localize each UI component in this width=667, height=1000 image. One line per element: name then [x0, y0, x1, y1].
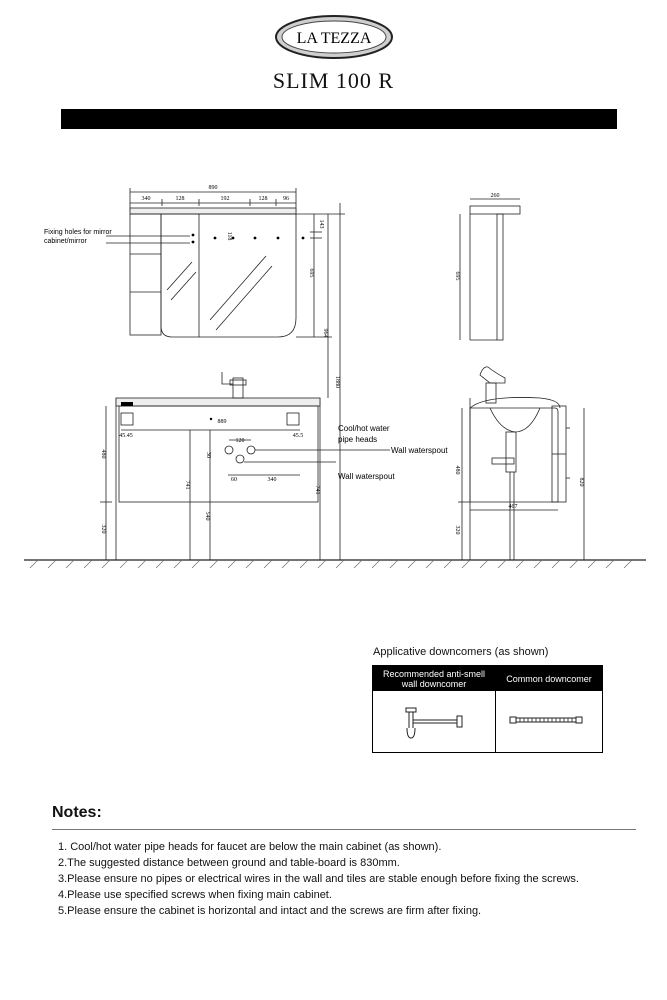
- dim-to-ground: 1880: [334, 376, 340, 388]
- notes-title: Notes:: [52, 804, 102, 821]
- note-item: 4.Please use specified screws when fixing main cabinet.: [58, 889, 332, 901]
- note-item: 5.Please ensure the cabinet is horizontal and intact and the screws are firm after fixing.: [58, 905, 482, 917]
- dim-cabinet-height: 480: [100, 449, 106, 459]
- dim-to-table: 964: [322, 328, 328, 338]
- downcomers-header-common: Common downcomer: [496, 666, 602, 691]
- downcomers-table: [372, 665, 603, 753]
- dim-side-depth: 260: [490, 193, 500, 199]
- dim-cabinet-side-depth: 467: [508, 504, 518, 510]
- dim-seg2: 128: [175, 196, 185, 202]
- dim-top-offset: 143: [318, 219, 324, 229]
- dim-pipe-gap: 120: [235, 438, 245, 444]
- dim-side-total: 820: [578, 477, 584, 487]
- dim-left-offset: 45.45: [119, 433, 133, 439]
- model-title: SLIM 100 R: [272, 68, 395, 93]
- dim-spout-height: 540: [204, 511, 210, 521]
- notes-divider: [52, 829, 636, 830]
- label-wall-spout-1: Wall waterspout: [391, 446, 448, 455]
- note-item: 2.The suggested distance between ground and table-board is 830mm.: [58, 857, 400, 869]
- notes-list: [58, 839, 579, 919]
- anti-smell-label-2: wall downcomer: [401, 678, 467, 689]
- dim-seg3: 192: [220, 196, 230, 202]
- brand-logo-text: LA TEZZA: [296, 30, 372, 47]
- dim-spout-to-right: 340: [267, 477, 277, 483]
- dim-hole-spacing: 118: [226, 231, 232, 241]
- downcomers-title: Applicative downcomers (as shown): [373, 646, 549, 658]
- dim-ground-gap: 320: [100, 524, 106, 534]
- label-fixing-holes-1: Fixing holes for mirror: [44, 229, 112, 236]
- dim-right-offset: 45.5: [292, 433, 304, 439]
- note-item: 3.Please ensure no pipes or electrical wires in the wall and tiles are stable enough before fixing the screws.: [58, 873, 579, 885]
- dim-seg5: 96: [283, 196, 289, 202]
- anti-smell-downcomer-icon: [373, 692, 495, 752]
- dim-pipe-height: 741: [184, 480, 190, 490]
- anti-smell-label-1: Recommended anti-smell: [382, 668, 486, 679]
- dim-mirror-width: 890: [208, 185, 218, 191]
- dim-mirror-height: 695: [308, 268, 314, 278]
- dim-spout-offset: 30: [205, 452, 211, 458]
- dim-top-height: 741: [314, 485, 320, 495]
- label-pipe-heads-2: pipe heads: [338, 435, 378, 444]
- label-fixing-holes-2: cabinet/mirror: [44, 238, 87, 245]
- dim-cabinet-width: 889: [217, 419, 227, 425]
- dim-side-cabinet-height: 480: [454, 465, 460, 475]
- downcomers-header-anti-smell: [373, 666, 495, 691]
- dim-left-to-spout: 60: [231, 477, 237, 483]
- label-wall-spout-2: Wall waterspout: [338, 472, 395, 481]
- dim-side-mirror-height: 695: [454, 271, 460, 281]
- label-pipe-heads-1: Cool/hot water: [338, 424, 390, 433]
- dim-seg1: 340: [141, 196, 151, 202]
- dim-side-ground-gap: 320: [454, 525, 460, 535]
- dim-seg4: 128: [258, 196, 268, 202]
- note-item: 1. Cool/hot water pipe heads for faucet are below the main cabinet (as shown).: [58, 841, 442, 853]
- common-downcomer-icon: [496, 692, 602, 752]
